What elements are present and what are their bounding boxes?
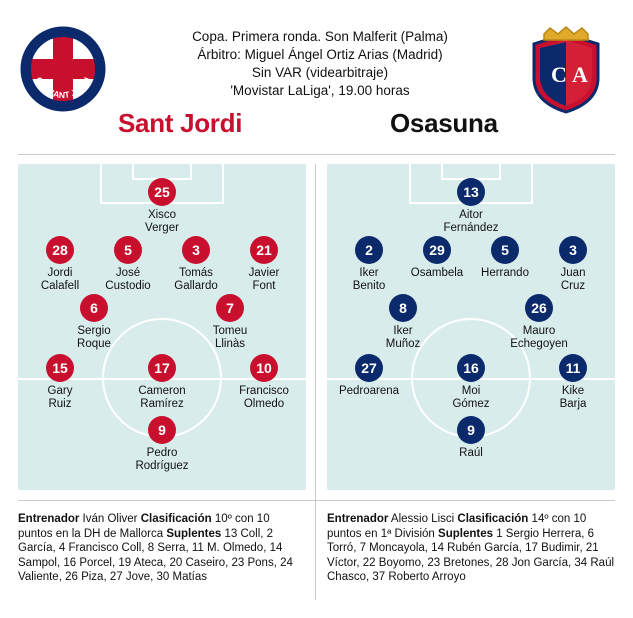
- player-name: Iker Muñoz: [385, 325, 421, 350]
- player-number: 5: [491, 236, 519, 264]
- player-number: 8: [389, 294, 417, 322]
- player-number: 3: [559, 236, 587, 264]
- info-line-competition: Copa. Primera ronda. Son Malferit (Palma): [192, 29, 448, 44]
- player-name: Sergio Roque: [77, 325, 111, 350]
- player-name: Gary Ruiz: [47, 385, 73, 410]
- player-name: Aitor Fernández: [443, 209, 499, 234]
- player-marker: [327, 354, 412, 398]
- player-name: Mauro Echegoyen: [510, 325, 568, 350]
- player-marker: [428, 354, 514, 411]
- away-subs-text: 1 Sergio Herrera, 6 Torró, 7 Moncayola, 14 Rubén García, 17 Budimir, 21 Víctor, 22 Boyomo, 23 Bretones, 28 Jon García, 34 Raúl Chasco, 37 Roberto Arroyo: [327, 527, 615, 583]
- match-info: [110, 28, 530, 100]
- header: [0, 0, 633, 148]
- player-number: 21: [250, 236, 278, 264]
- player-name: Pedroarena: [338, 385, 400, 397]
- home-subs-text: 13 Coll, 2 García, 4 Francisco Coll, 8 Serra, 11 M. Olmedo, 14 Sampol, 16 Porcel, 19 Ateca, 20 Caseiro, 23 Pons, 24 Valiente, 26 Piza, 27 Jove, 30 Matías: [18, 527, 293, 583]
- home-subs-label: Suplentes: [166, 527, 222, 540]
- away-info: [327, 512, 615, 585]
- away-coach-label: Entrenador: [327, 513, 389, 525]
- info-line-var: Sin VAR (videarbitraje): [251, 65, 389, 80]
- away-standing-label: Clasificación: [457, 513, 529, 525]
- player-name: Tomás Gallardo: [174, 267, 218, 292]
- away-coach-name: Alessio Lisci: [390, 513, 455, 525]
- player-number: 3: [182, 236, 210, 264]
- player-number: 13: [457, 178, 485, 206]
- player-marker: [187, 294, 273, 351]
- away-team-name: Osasuna: [390, 108, 498, 138]
- player-number: 17: [148, 354, 176, 382]
- away-crest: [520, 26, 612, 118]
- player-number: 16: [457, 354, 485, 382]
- info-line-broadcast: 'Movistar LaLiga', 19.00 horas: [230, 83, 410, 98]
- divider-top: [18, 154, 615, 155]
- info-line-referee: Árbitro: Miguel Ángel Ortiz Arias (Madrid): [197, 47, 443, 62]
- player-name: Juan Cruz: [560, 267, 586, 292]
- player-marker: [530, 354, 615, 411]
- player-name: Cameron Ramírez: [138, 385, 186, 410]
- home-pitch: [18, 164, 306, 490]
- player-number: 15: [46, 354, 74, 382]
- player-number: 28: [46, 236, 74, 264]
- player-number: 5: [114, 236, 142, 264]
- player-name: Herrando: [481, 267, 529, 279]
- player-marker: [221, 236, 306, 293]
- player-name: Tomeu Llinàs: [212, 325, 248, 350]
- player-number: 6: [80, 294, 108, 322]
- player-number: 9: [148, 416, 176, 444]
- player-number: 29: [423, 236, 451, 264]
- player-name: Raúl: [459, 447, 483, 459]
- player-marker: [119, 354, 205, 411]
- player-number: 26: [525, 294, 553, 322]
- player-name: Pedro Rodríguez: [135, 447, 189, 472]
- player-marker: [18, 354, 103, 411]
- player-marker: [51, 294, 137, 351]
- svg-text:C: C: [551, 62, 567, 87]
- player-marker: [428, 178, 514, 235]
- player-name: Osambela: [410, 267, 464, 279]
- player-name: Jordi Calafell: [40, 267, 80, 292]
- player-number: 27: [355, 354, 383, 382]
- player-marker: [119, 416, 205, 473]
- svg-text:C.D. SANT JORDI: C.D. SANT JORDI: [33, 75, 93, 101]
- away-subs-label: Suplentes: [438, 527, 493, 540]
- divider-bottom: [18, 500, 615, 501]
- home-info: [18, 512, 306, 585]
- player-name: Xisco Verger: [145, 209, 179, 234]
- player-name: Javier Font: [248, 267, 280, 292]
- player-marker: [496, 294, 582, 351]
- player-name: Kike Barja: [559, 385, 587, 410]
- player-number: 2: [355, 236, 383, 264]
- player-marker: [119, 178, 205, 235]
- player-number: 11: [559, 354, 587, 382]
- away-pitch: [327, 164, 615, 490]
- divider-vertical: [315, 164, 316, 600]
- player-number: 10: [250, 354, 278, 382]
- player-marker: [530, 236, 615, 293]
- player-number: 25: [148, 178, 176, 206]
- home-standing-label: Clasificación: [140, 513, 212, 525]
- player-marker: [428, 416, 514, 460]
- player-name: Moi Gómez: [452, 385, 490, 410]
- home-crest: [20, 26, 106, 112]
- home-coach-name: Iván Oliver: [82, 513, 138, 525]
- svg-text:A: A: [572, 62, 588, 87]
- home-coach-label: Entrenador: [18, 513, 80, 525]
- player-name: Francisco Olmedo: [239, 385, 289, 410]
- home-team-name: Sant Jordi: [118, 108, 243, 138]
- player-marker: [221, 354, 306, 411]
- home-standing-text: 10º con 10 puntos en la DH de Mallorca: [18, 513, 270, 540]
- player-name: José Custodio: [105, 267, 151, 292]
- player-number: 9: [457, 416, 485, 444]
- player-number: 7: [216, 294, 244, 322]
- player-name: Iker Benito: [352, 267, 386, 292]
- team-names: [0, 108, 633, 142]
- away-standing-text: 14º con 10 puntos en 1ª División: [327, 513, 587, 540]
- player-marker: [360, 294, 446, 351]
